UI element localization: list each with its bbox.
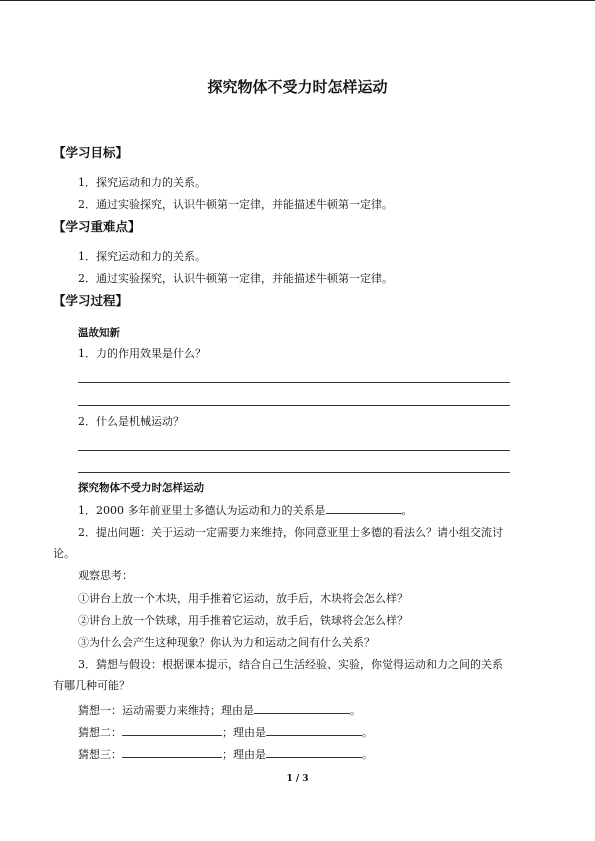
observe-item-1: ①讲台上放一个木块，用手推着它运动，放手后，木块将会怎么样？: [78, 592, 408, 605]
fill-blank[interactable]: [266, 724, 362, 736]
section-heading-key-points: 【学习重难点】: [53, 219, 141, 234]
explore-heading: 探究物体不受力时怎样运动: [78, 482, 204, 494]
explore-paragraph-2-line-1: 2．提出问题：关于运动一定需要力来维持，你同意亚里士多德的看法么？请小组交流讨: [78, 526, 503, 539]
observe-item-2: ②讲台上放一个铁球，用手推着它运动，放手后，铁球将会怎么样？: [78, 614, 408, 627]
guess-3: 猜想三： ；理由是 。: [78, 748, 373, 761]
top-border: [0, 0, 595, 1]
guess-2: 猜想二： ；理由是 。: [78, 726, 373, 739]
answer-line: [78, 405, 510, 406]
page-number: 1 / 3: [286, 774, 309, 784]
review-question-1: 1．力的作用效果是什么？: [78, 347, 206, 360]
fill-blank[interactable]: [122, 746, 222, 758]
observe-item-3: ③为什么会产生这种现象？你认为力和运动之间有什么关系？: [78, 636, 375, 649]
goal-item-1: 1．探究运动和力的关系。: [78, 176, 206, 189]
fill-blank[interactable]: [266, 746, 362, 758]
observe-label: 观察思考：: [78, 569, 133, 582]
review-question-2: 2．什么是机械运动？: [78, 415, 184, 428]
answer-line: [78, 382, 510, 383]
key-point-item-2: 2．通过实验探究，认识牛顿第一定律，并能描述牛顿第一定律。: [78, 272, 393, 285]
explore-paragraph-3-line-2: 有哪几种可能？: [53, 679, 130, 692]
key-point-item-1: 1．探究运动和力的关系。: [78, 250, 206, 263]
fill-blank[interactable]: [122, 724, 222, 736]
explore-paragraph-1: 1．2000 多年前亚里士多德认为运动和力的关系是 。: [78, 504, 413, 517]
review-heading: 温故知新: [78, 327, 120, 339]
fill-blank[interactable]: [254, 702, 350, 714]
section-heading-goals: 【学习目标】: [53, 145, 129, 160]
section-heading-process: 【学习过程】: [53, 293, 129, 308]
goal-item-2: 2．通过实验探究，认识牛顿第一定律，并能描述牛顿第一定律。: [78, 198, 393, 211]
guess-1: 猜想一：运动需要力来维持；理由是 。: [78, 704, 361, 717]
answer-line: [78, 450, 510, 451]
explore-paragraph-3-line-1: 3．猜想与假设：根据课本提示，结合自己生活经验、实验，你觉得运动和力之间的关系: [78, 658, 503, 671]
explore-paragraph-2-line-2: 论。: [53, 547, 75, 560]
answer-line: [78, 472, 510, 473]
fill-blank[interactable]: [326, 502, 402, 514]
page-title: 探究物体不受力时怎样运动: [207, 78, 388, 96]
